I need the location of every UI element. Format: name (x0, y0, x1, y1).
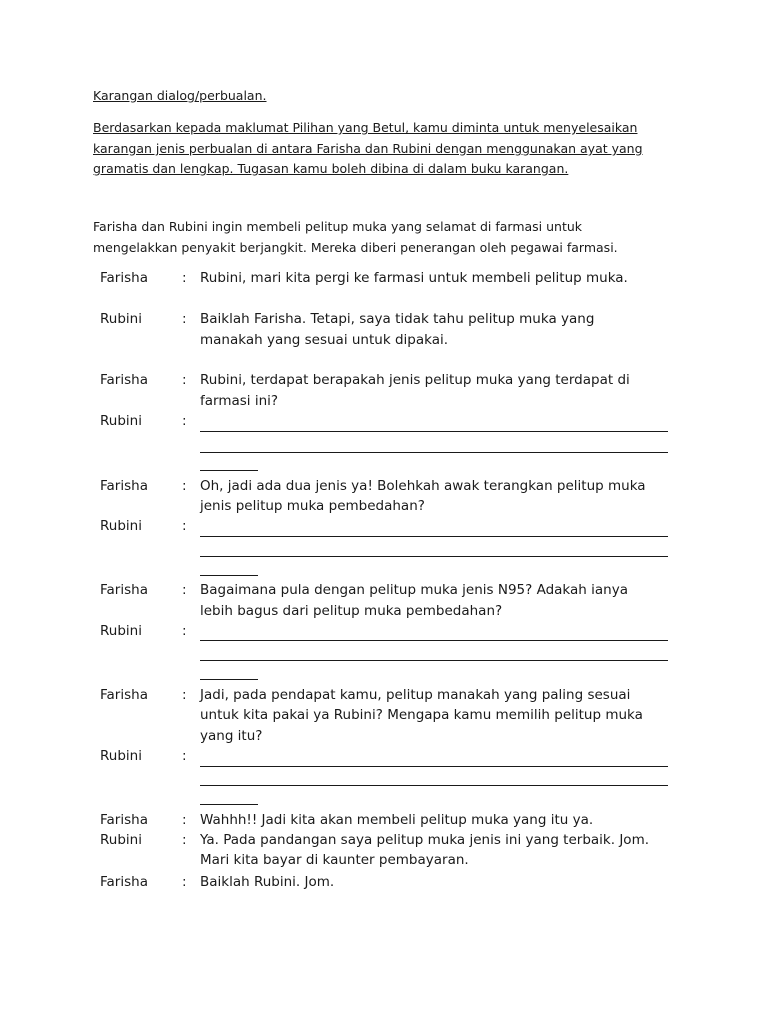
dialogue-line: Mari kita bayar di kaunter pembayaran. (200, 852, 469, 868)
speaker-colon: : (182, 832, 187, 848)
instruction-line-2: karangan jenis perbualan di antara Farisha dan Rubini dengan menggunakan ayat yang (93, 141, 643, 156)
speaker-colon: : (182, 270, 187, 286)
answer-blank-line[interactable] (200, 766, 668, 767)
speaker-name: Farisha (100, 270, 148, 286)
speaker-colon: : (182, 518, 187, 534)
instruction-line-3: gramatis dan lengkap. Tugasan kamu boleh dibina di dalam buku karangan. (93, 161, 569, 176)
dialogue-line: Ya. Pada pandangan saya pelitup muka jenis ini yang terbaik. Jom. (200, 832, 650, 848)
dialogue-line: Rubini, terdapat berapakah jenis pelitup muka yang terdapat di (200, 372, 630, 388)
dialogue-line: Oh, jadi ada dua jenis ya! Bolehkah awak terangkan pelitup muka (200, 478, 646, 494)
dialogue-line: manakah yang sesuai untuk dipakai. (200, 332, 449, 348)
answer-blank-line[interactable] (200, 575, 258, 576)
dialogue-line: Bagaimana pula dengan pelitup muka jenis N95? Adakah ianya (200, 582, 628, 598)
dialogue-line: yang itu? (200, 728, 263, 744)
answer-blank-line[interactable] (200, 804, 258, 805)
document-title: Karangan dialog/perbualan. (93, 88, 267, 103)
intro-line-1: Farisha dan Rubini ingin membeli pelitup muka yang selamat di farmasi untuk (93, 219, 583, 234)
speaker-name: Rubini (100, 518, 142, 534)
dialogue-line: Jadi, pada pendapat kamu, pelitup manakah yang paling sesuai (200, 687, 631, 703)
dialogue-line: untuk kita pakai ya Rubini? Mengapa kamu memilih pelitup muka (200, 707, 643, 723)
speaker-name: Farisha (100, 372, 148, 388)
instruction-line-1: Berdasarkan kepada maklumat Pilihan yang Betul, kamu diminta untuk menyelesaikan (93, 120, 638, 135)
dialogue-line: Wahhh!! Jadi kita akan membeli pelitup muka yang itu ya. (200, 812, 594, 828)
speaker-colon: : (182, 311, 187, 327)
speaker-name: Farisha (100, 812, 148, 828)
speaker-name: Farisha (100, 687, 148, 703)
answer-blank-line[interactable] (200, 640, 668, 641)
answer-blank-line[interactable] (200, 785, 668, 786)
dialogue-line: Baiklah Farisha. Tetapi, saya tidak tahu pelitup muka yang (200, 311, 595, 327)
answer-blank-line[interactable] (200, 452, 668, 453)
speaker-colon: : (182, 748, 187, 764)
dialogue-line: jenis pelitup muka pembedahan? (200, 498, 425, 514)
speaker-name: Rubini (100, 748, 142, 764)
speaker-colon: : (182, 812, 187, 828)
answer-blank-line[interactable] (200, 679, 258, 680)
answer-blank-line[interactable] (200, 470, 258, 471)
dialogue-line: Baiklah Rubini. Jom. (200, 874, 335, 890)
speaker-colon: : (182, 413, 187, 429)
speaker-colon: : (182, 582, 187, 598)
answer-blank-line[interactable] (200, 431, 668, 432)
speaker-name: Rubini (100, 623, 142, 639)
speaker-name: Rubini (100, 413, 142, 429)
dialogue-line: Rubini, mari kita pergi ke farmasi untuk membeli pelitup muka. (200, 270, 628, 286)
speaker-name: Rubini (100, 311, 142, 327)
answer-blank-line[interactable] (200, 660, 668, 661)
answer-blank-line[interactable] (200, 556, 668, 557)
speaker-colon: : (182, 478, 187, 494)
speaker-colon: : (182, 874, 187, 890)
speaker-name: Farisha (100, 478, 148, 494)
dialogue-line: lebih bagus dari pelitup muka pembedahan? (200, 603, 503, 619)
answer-blank-line[interactable] (200, 536, 668, 537)
speaker-colon: : (182, 623, 187, 639)
speaker-name: Farisha (100, 582, 148, 598)
speaker-name: Farisha (100, 874, 148, 890)
intro-line-2: mengelakkan penyakit berjangkit. Mereka diberi penerangan oleh pegawai farmasi. (93, 240, 618, 255)
speaker-name: Rubini (100, 832, 142, 848)
dialogue-line: farmasi ini? (200, 393, 279, 409)
speaker-colon: : (182, 687, 187, 703)
speaker-colon: : (182, 372, 187, 388)
